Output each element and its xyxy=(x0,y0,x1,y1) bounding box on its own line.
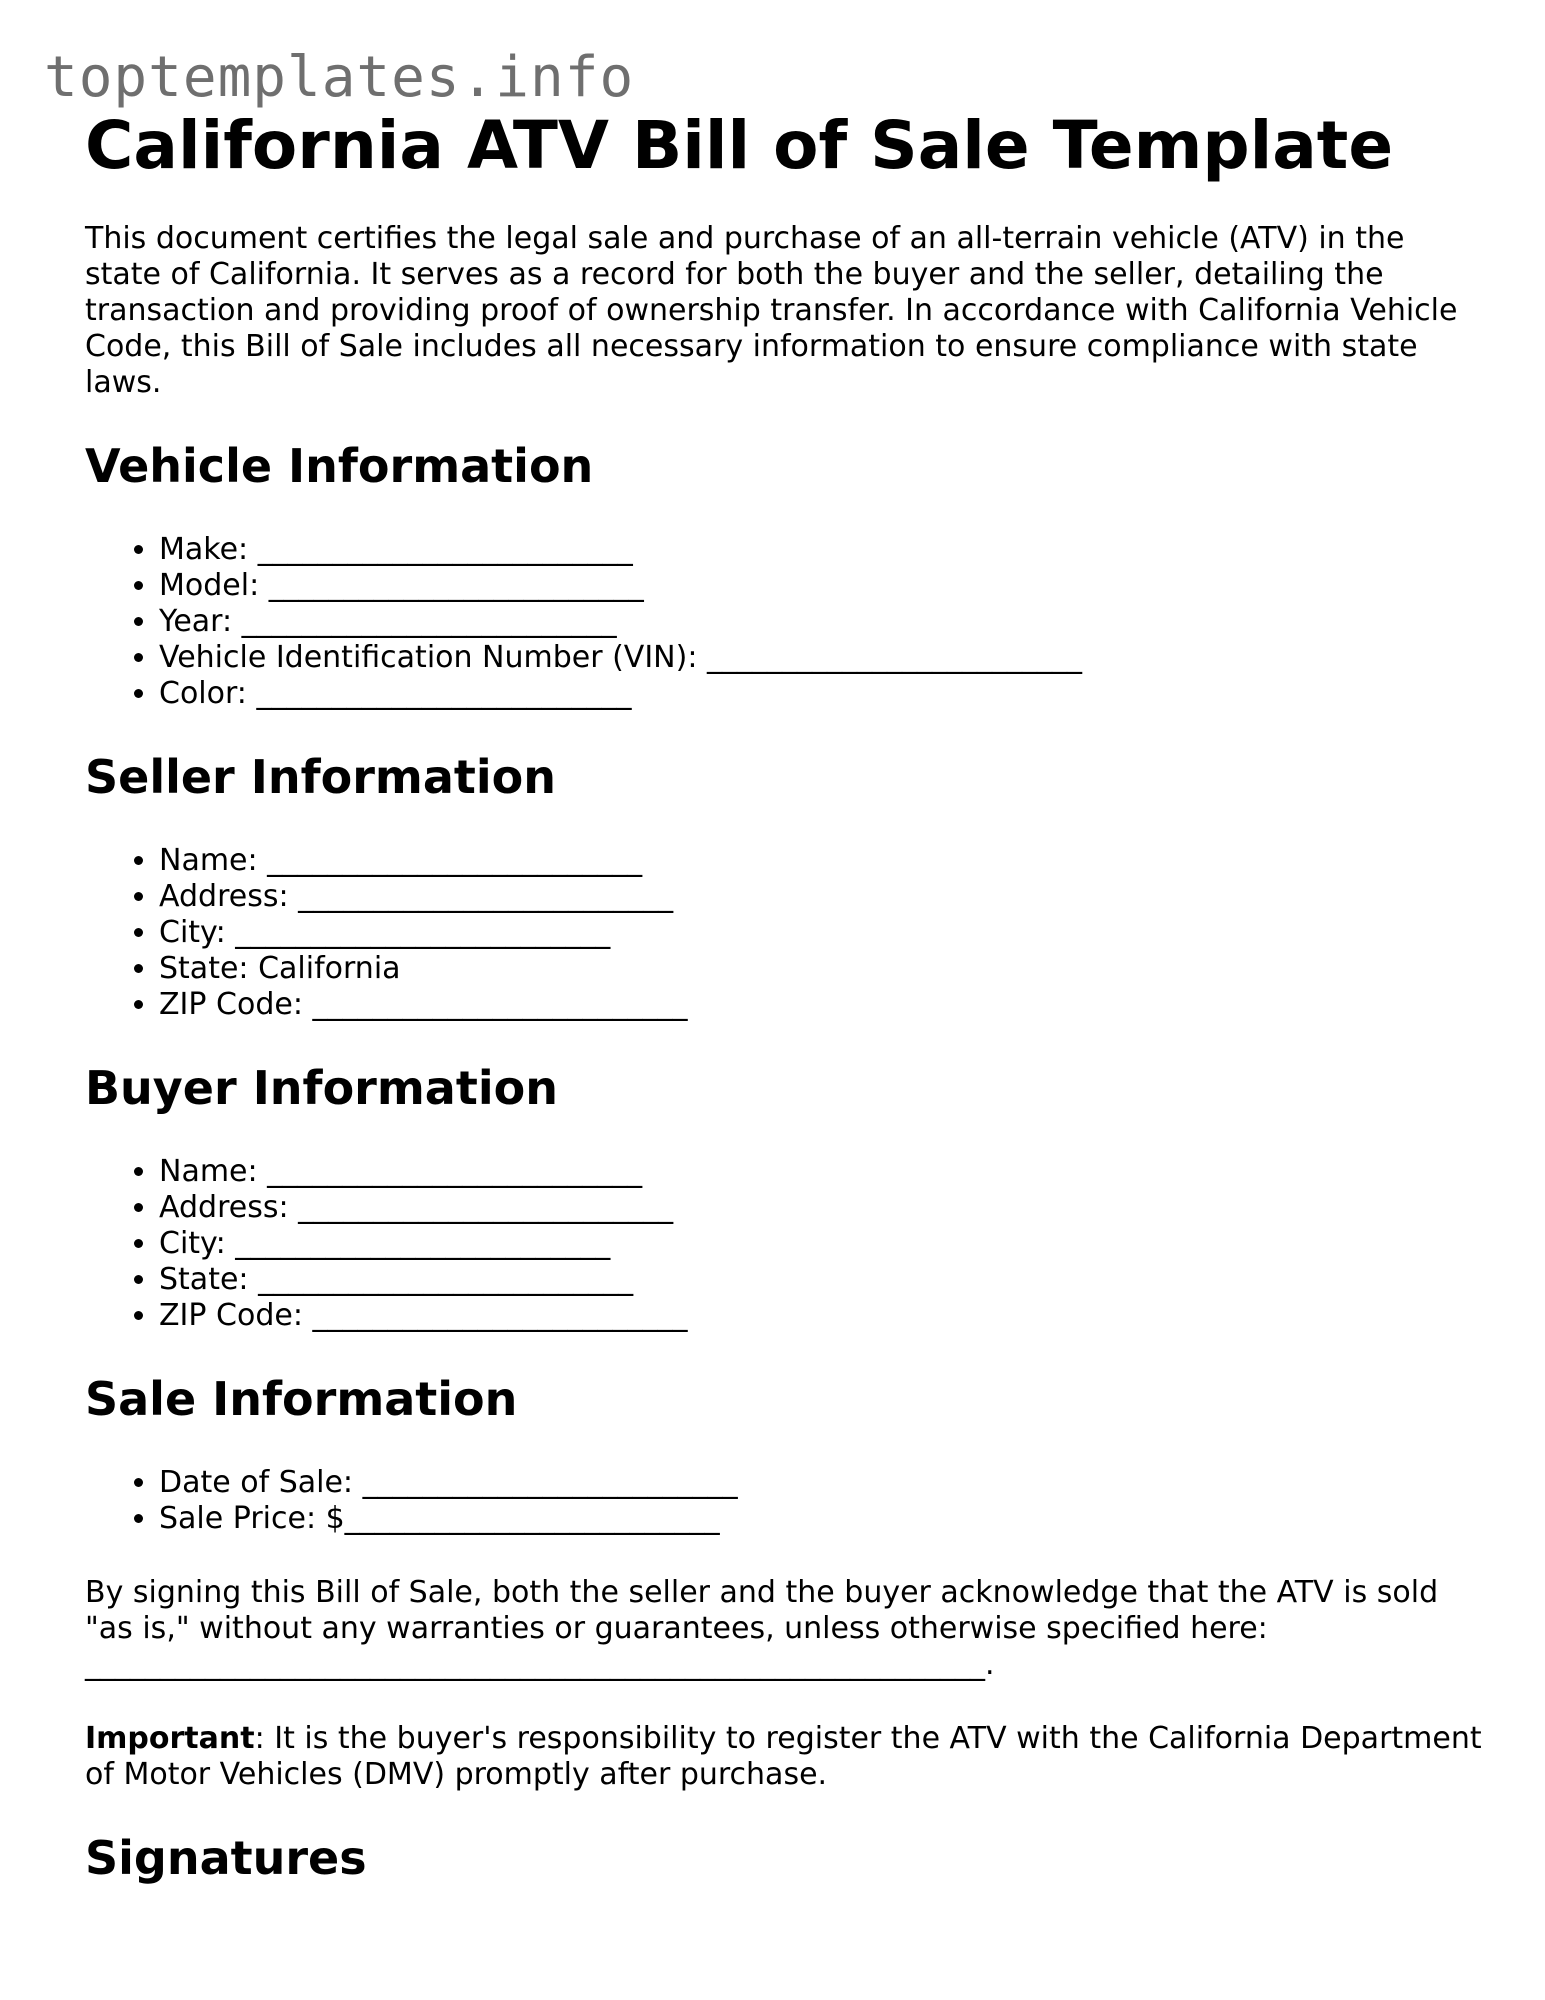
field-value: _________________________ xyxy=(256,675,632,711)
field-value: _________________________ xyxy=(298,878,674,914)
field-label: City: xyxy=(159,914,226,950)
vehicle-vin-field[interactable] xyxy=(159,640,1485,676)
field-label: Vehicle Identification Number (VIN): xyxy=(159,639,698,675)
vehicle-model-field[interactable] xyxy=(159,568,1485,604)
field-label: Date of Sale: xyxy=(159,1465,354,1501)
vehicle-year-field[interactable] xyxy=(159,604,1485,640)
field-label: Name: xyxy=(159,1154,258,1190)
field-value: _________________________ xyxy=(312,986,688,1022)
page-title: California ATV Bill of Sale Template xyxy=(85,107,1394,184)
field-label: Color: xyxy=(159,675,247,711)
field-value: _________________________ xyxy=(258,1262,634,1298)
field-label: State: xyxy=(159,1262,249,1298)
important-notice xyxy=(85,1721,1485,1793)
field-value: _________________________ xyxy=(362,1465,738,1501)
vehicle-section-heading: Vehicle Information xyxy=(85,438,594,493)
buyer-city-field[interactable] xyxy=(159,1226,1485,1262)
field-label: Address: xyxy=(159,1190,289,1226)
seller-zip-field[interactable] xyxy=(159,987,1485,1023)
vehicle-color-field[interactable] xyxy=(159,676,1485,712)
buyer-state-field[interactable] xyxy=(159,1262,1485,1298)
field-value: _________________________ xyxy=(312,1298,688,1334)
seller-field-list xyxy=(85,843,1485,1023)
warranty-specification-blank[interactable]: ____________________________________________________________. xyxy=(85,1647,995,1683)
field-value: _________________________ xyxy=(235,914,611,950)
field-value: _________________________ xyxy=(298,1190,674,1226)
sale-field-list xyxy=(85,1465,1485,1537)
field-label: Make: xyxy=(159,531,249,567)
field-value: _________________________ xyxy=(267,842,643,878)
field-value: California xyxy=(258,950,401,986)
vehicle-make-field[interactable] xyxy=(159,532,1485,568)
intro-paragraph: This document certifies the legal sale and purchase of an all-terrain vehicle (ATV) in the state of California. It serves as a record for both the buyer and the seller, detailing the transaction and providing proof of ownership transfer. In accordance with California Vehicle Code, this Bill of Sale includes all necessary information to ensure compliance with state laws. xyxy=(85,220,1458,400)
disclaimer-text: By signing this Bill of Sale, both the seller and the buyer acknowledge that the ATV is sold "as is," without any warranties or guarantees, unless otherwise specified here: xyxy=(85,1575,1439,1647)
seller-city-field[interactable] xyxy=(159,915,1485,951)
field-label: City: xyxy=(159,1226,226,1262)
important-text: : It is the buyer's responsibility to register the ATV with the California Department of Motor Vehicles (DMV) promptly after purchase. xyxy=(85,1721,1482,1793)
vehicle-field-list xyxy=(85,532,1485,712)
field-value: _________________________ xyxy=(241,603,617,639)
seller-address-field[interactable] xyxy=(159,879,1485,915)
field-label: Address: xyxy=(159,878,289,914)
field-label: Name: xyxy=(159,842,258,878)
buyer-field-list xyxy=(85,1154,1485,1334)
field-label: Model: xyxy=(159,567,260,603)
field-label: Sale Price: $ xyxy=(159,1501,345,1537)
field-value: _________________________ xyxy=(257,531,633,567)
watermark: toptemplates.info xyxy=(44,45,635,110)
signatures-section-heading: Signatures xyxy=(85,1831,367,1886)
seller-state-field xyxy=(159,951,1485,987)
seller-section-heading: Seller Information xyxy=(85,749,557,804)
buyer-zip-field[interactable] xyxy=(159,1298,1485,1334)
as-is-disclaimer xyxy=(85,1575,1485,1683)
field-label: State: xyxy=(159,950,249,986)
field-value: _________________________ xyxy=(268,567,644,603)
buyer-name-field[interactable] xyxy=(159,1154,1485,1190)
important-label: Important xyxy=(85,1721,255,1757)
field-value: _________________________ xyxy=(706,639,1082,675)
field-value: _________________________ xyxy=(235,1226,611,1262)
buyer-address-field[interactable] xyxy=(159,1190,1485,1226)
sale-section-heading: Sale Information xyxy=(85,1372,518,1427)
field-label: ZIP Code: xyxy=(159,986,303,1022)
buyer-section-heading: Buyer Information xyxy=(85,1060,558,1115)
sale-price-field[interactable] xyxy=(159,1501,1485,1537)
sale-date-field[interactable] xyxy=(159,1465,1485,1501)
field-value: _________________________ xyxy=(267,1154,643,1190)
field-label: Year: xyxy=(159,603,233,639)
field-label: ZIP Code: xyxy=(159,1298,303,1334)
document-page xyxy=(85,107,1485,1887)
seller-name-field[interactable] xyxy=(159,843,1485,879)
field-value: _________________________ xyxy=(344,1501,720,1537)
